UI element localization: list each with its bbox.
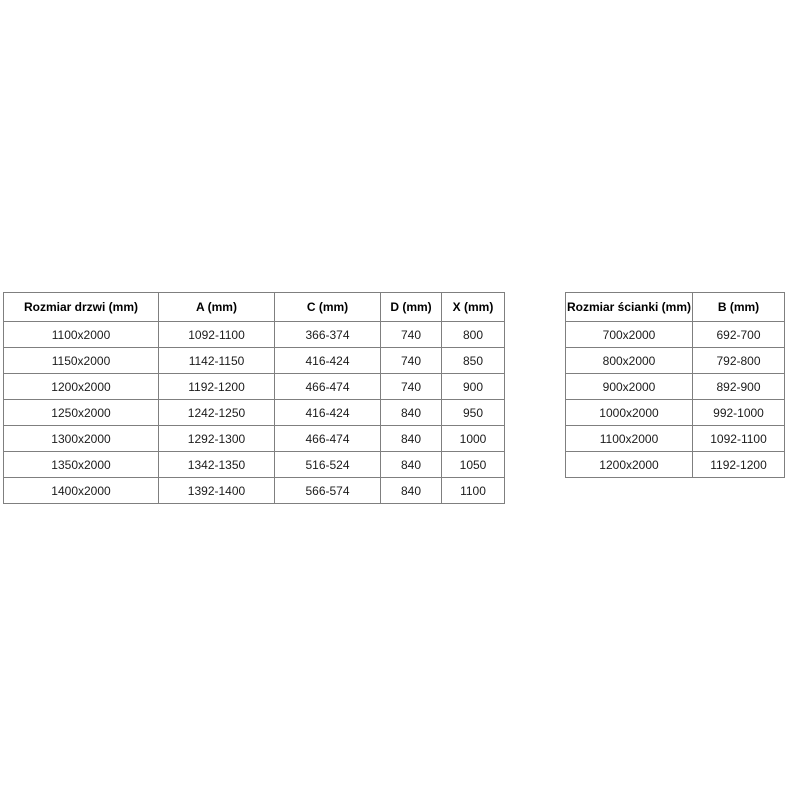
table-cell: 1400x2000 <box>4 478 159 504</box>
table-cell: 1200x2000 <box>566 452 693 478</box>
table-row <box>4 478 505 504</box>
table-cell: 1350x2000 <box>4 452 159 478</box>
table-cell: 1242-1250 <box>159 400 275 426</box>
table-cell: 366-374 <box>275 322 381 348</box>
table-cell: 692-700 <box>693 322 785 348</box>
table-cell: 1092-1100 <box>693 426 785 452</box>
door-sizes-table-body <box>4 322 505 504</box>
table-cell: 892-900 <box>693 374 785 400</box>
table-cell: 1192-1200 <box>693 452 785 478</box>
table-cell: 792-800 <box>693 348 785 374</box>
table-cell: 1342-1350 <box>159 452 275 478</box>
table-cell: 840 <box>381 400 442 426</box>
table-cell: 1192-1200 <box>159 374 275 400</box>
table-cell: 1142-1150 <box>159 348 275 374</box>
table-header-row <box>566 293 785 322</box>
door-sizes-table-head <box>4 293 505 322</box>
table-cell: 1200x2000 <box>4 374 159 400</box>
table-row <box>4 322 505 348</box>
table-cell: 516-524 <box>275 452 381 478</box>
table-cell: 1100x2000 <box>566 426 693 452</box>
table-cell: 740 <box>381 348 442 374</box>
door-sizes-table <box>3 292 505 504</box>
table-cell: 900x2000 <box>566 374 693 400</box>
table-cell: 800x2000 <box>566 348 693 374</box>
table-row <box>566 400 785 426</box>
table-header-row <box>4 293 505 322</box>
table-cell: 740 <box>381 374 442 400</box>
table-cell: 840 <box>381 452 442 478</box>
table-cell: 1292-1300 <box>159 426 275 452</box>
table-cell: 466-474 <box>275 426 381 452</box>
table-cell: 1300x2000 <box>4 426 159 452</box>
table-cell: 700x2000 <box>566 322 693 348</box>
table-row <box>566 374 785 400</box>
column-header: Rozmiar drzwi (mm) <box>4 293 159 322</box>
table-cell: 1150x2000 <box>4 348 159 374</box>
table-row <box>4 452 505 478</box>
table-row <box>4 400 505 426</box>
table-row <box>4 426 505 452</box>
table-row <box>566 426 785 452</box>
table-cell: 1100x2000 <box>4 322 159 348</box>
table-cell: 466-474 <box>275 374 381 400</box>
column-header: X (mm) <box>442 293 505 322</box>
table-cell: 416-424 <box>275 348 381 374</box>
table-cell: 840 <box>381 478 442 504</box>
table-cell: 1250x2000 <box>4 400 159 426</box>
column-header: C (mm) <box>275 293 381 322</box>
table-cell: 992-1000 <box>693 400 785 426</box>
table-row <box>4 348 505 374</box>
table-cell: 900 <box>442 374 505 400</box>
wall-panel-sizes-table-body <box>566 322 785 478</box>
wall-panel-sizes-table-head <box>566 293 785 322</box>
table-cell: 1000x2000 <box>566 400 693 426</box>
wall-panel-sizes-table <box>565 292 785 478</box>
table-row <box>566 452 785 478</box>
table-cell: 800 <box>442 322 505 348</box>
table-cell: 1092-1100 <box>159 322 275 348</box>
column-header: D (mm) <box>381 293 442 322</box>
table-row <box>566 348 785 374</box>
table-cell: 416-424 <box>275 400 381 426</box>
table-cell: 950 <box>442 400 505 426</box>
table-cell: 1100 <box>442 478 505 504</box>
table-cell: 840 <box>381 426 442 452</box>
column-header: A (mm) <box>159 293 275 322</box>
table-cell: 1000 <box>442 426 505 452</box>
table-cell: 850 <box>442 348 505 374</box>
table-row <box>566 322 785 348</box>
table-row <box>4 374 505 400</box>
table-cell: 1050 <box>442 452 505 478</box>
column-header: B (mm) <box>693 293 785 322</box>
table-cell: 566-574 <box>275 478 381 504</box>
table-cell: 740 <box>381 322 442 348</box>
table-cell: 1392-1400 <box>159 478 275 504</box>
column-header: Rozmiar ścianki (mm) <box>566 293 693 322</box>
